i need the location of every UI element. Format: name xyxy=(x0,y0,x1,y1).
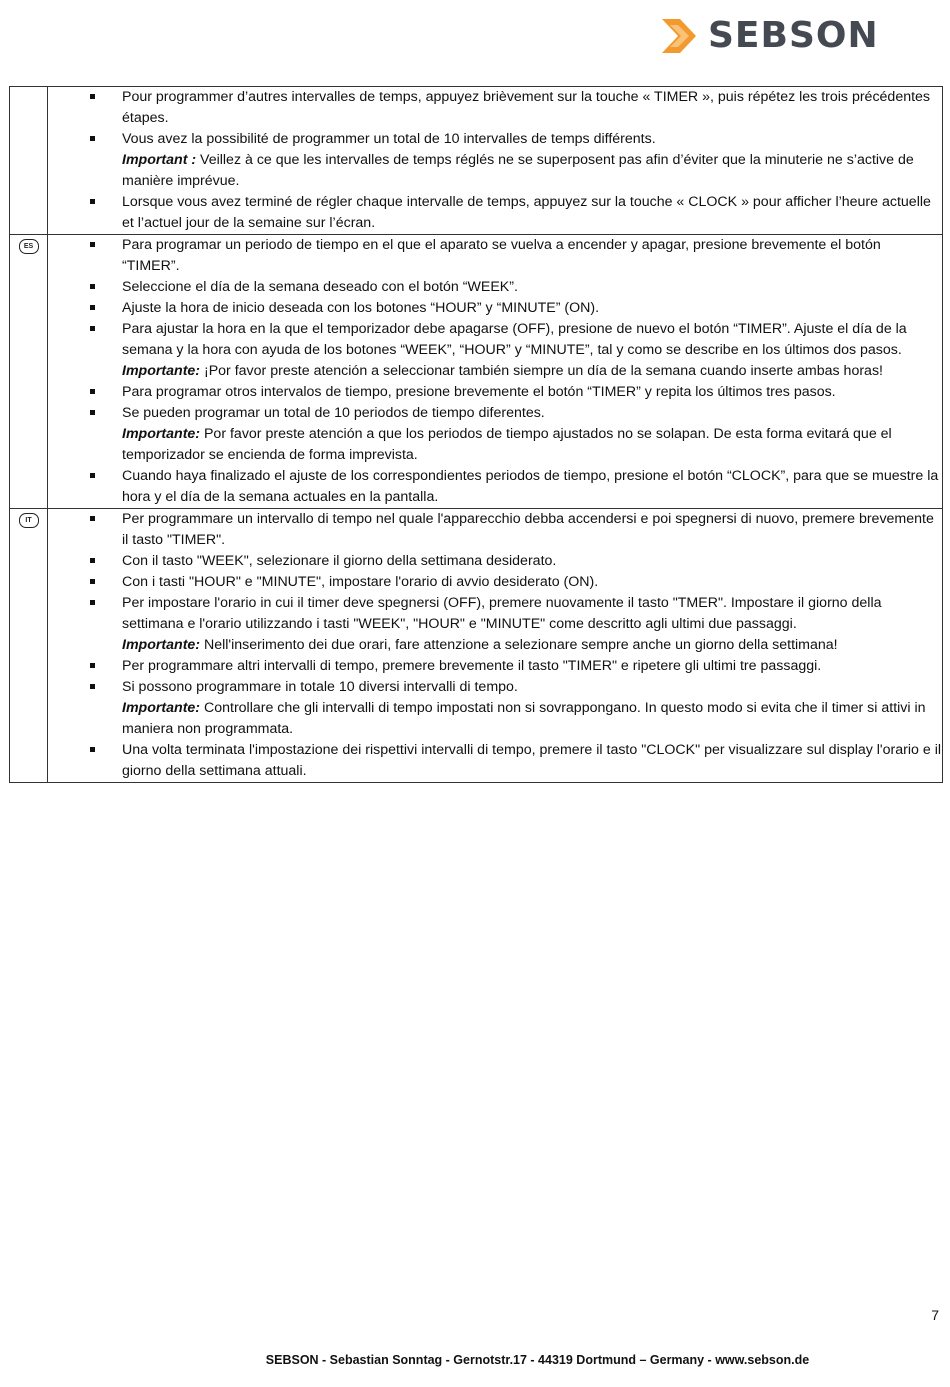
instruction-text: Cuando haya finalizado el ajuste de los correspondientes periodos de tiempo, presione el botón “CLOCK”, para que se muestre la hora y el día de la semana actuales en la pantalla. xyxy=(122,468,939,505)
instruction-text: Per impostare l'orario in cui il timer deve spegnersi (OFF), premere nuovamente il tasto "TMER". Impostare il giorno della settimana e l'orario utilizzando i tasti "WEEK", "HOUR" e "MINUTE" come descritto agli ultimi due passaggi. xyxy=(122,595,882,632)
instruction-text: Seleccione el día de la semana deseado con el botón “WEEK”. xyxy=(122,279,518,295)
instruction-text: Vous avez la possibilité de programmer un total de 10 intervalles de temps différents. xyxy=(122,131,656,147)
important-note xyxy=(48,150,942,192)
instruction-item xyxy=(48,403,942,424)
instruction-text: Para ajustar la hora en la que el temporizador debe apagarse (OFF), presione de nuevo el botón “TIMER”. Ajuste el día de la semana y la hora con ayuda de los botones “WEEK”, “HOUR” y “MINUTE”, tal y como se describe en los últimos dos pasos. xyxy=(122,321,907,358)
instruction-text: Ajuste la hora de inicio deseada con los botones “HOUR” y “MINUTE” (ON). xyxy=(122,300,600,316)
section-row xyxy=(10,509,943,783)
instruction-text: Per programmare altri intervalli di tempo, premere brevemente il tasto "TIMER" e ripetere gli ultimi tre passaggi. xyxy=(122,658,822,674)
important-label: Importante: xyxy=(122,637,201,653)
instruction-text: Se pueden programar un total de 10 periodos de tiempo diferentes. xyxy=(122,405,545,421)
sebson-chevron-icon xyxy=(660,17,702,55)
instructions-table xyxy=(9,86,943,783)
important-note xyxy=(48,424,942,466)
instruction-text: Para programar otros intervalos de tiempo, presione brevemente el botón “TIMER” y repita los últimos tres pasos. xyxy=(122,384,836,400)
instruction-item xyxy=(48,382,942,403)
important-note xyxy=(48,635,942,656)
instruction-item xyxy=(48,235,942,277)
instruction-item xyxy=(48,509,942,551)
important-note xyxy=(48,698,942,740)
instruction-item xyxy=(48,677,942,698)
logo-text: SEBSON xyxy=(708,15,879,56)
instruction-text: Pour programmer d’autres intervalles de temps, appuyez brièvement sur la touche « TIMER », puis répétez les trois précédentes étapes. xyxy=(122,89,931,126)
instruction-item xyxy=(48,129,942,150)
sebson-logo xyxy=(660,14,890,58)
instruction-item xyxy=(48,656,942,677)
instruction-text: Nell'inserimento dei due orari, fare attenzione a selezionare sempre anche un giorno della settimana! xyxy=(200,637,838,653)
instruction-item xyxy=(48,740,942,782)
instruction-text: Para programar un periodo de tiempo en el que el aparato se vuelva a encender y apagar, presione brevemente el botón “TIMER”. xyxy=(122,237,881,274)
instruction-item xyxy=(48,298,942,319)
instruction-item xyxy=(48,572,942,593)
section-row xyxy=(10,235,943,509)
instruction-item xyxy=(48,277,942,298)
instruction-text: Lorsque vous avez terminé de régler chaque intervalle de temps, appuyez sur la touche « CLOCK » pour afficher l’heure actuelle et l’actuel jour de la semaine sur l’écran. xyxy=(122,194,931,231)
language-cell xyxy=(10,509,48,783)
instruction-item xyxy=(48,319,942,361)
instruction-text: Con il tasto "WEEK", selezionare il giorno della settimana desiderato. xyxy=(122,553,557,569)
instruction-list xyxy=(48,235,942,508)
language-cell xyxy=(10,235,48,509)
language-badge: IT xyxy=(19,513,39,528)
instructions-cell xyxy=(48,235,943,509)
instruction-text: Controllare che gli intervalli di tempo impostati non si sovrappongano. In questo modo si evita che il timer si attivi in maniera non programmata. xyxy=(122,700,926,737)
instructions-cell xyxy=(48,509,943,783)
instruction-item xyxy=(48,593,942,635)
instruction-text: Si possono programmare in totale 10 diversi intervalli di tempo. xyxy=(122,679,518,695)
instruction-item xyxy=(48,192,942,234)
instruction-text: Veillez à ce que les intervalles de temps réglés ne se superposent pas afin d’éviter que la minuterie ne s’active de manière imprévue. xyxy=(122,152,914,189)
instruction-text: Con i tasti "HOUR" e "MINUTE", impostare l'orario di avvio desiderato (ON). xyxy=(122,574,599,590)
language-cell xyxy=(10,87,48,235)
important-label: Important : xyxy=(122,152,197,168)
instruction-list xyxy=(48,87,942,234)
instruction-item xyxy=(48,87,942,129)
language-badge: ES xyxy=(19,239,39,254)
section-row xyxy=(10,87,943,235)
important-label: Importante: xyxy=(122,426,201,442)
important-label: Importante: xyxy=(122,700,201,716)
important-note xyxy=(48,361,942,382)
instruction-text: Por favor preste atención a que los periodos de tiempo ajustados no se solapan. De esta forma evitará que el temporizador se encienda de forma imprevista. xyxy=(122,426,892,463)
instruction-text: Una volta terminata l'impostazione dei rispettivi intervalli di tempo, premere il tasto "CLOCK" per visualizzare sul display l'orario e il giorno della settimana attuali. xyxy=(122,742,941,779)
instruction-item xyxy=(48,466,942,508)
footer-address: SEBSON - Sebastian Sonntag - Gernotstr.17 - 44319 Dortmund – Germany - www.sebson.de xyxy=(265,1353,810,1367)
instruction-list xyxy=(48,509,942,782)
instruction-text: ¡Por favor preste atención a seleccionar también siempre un día de la semana cuando inserte ambas horas! xyxy=(200,363,883,379)
important-label: Importante: xyxy=(122,363,201,379)
instruction-text: Per programmare un intervallo di tempo nel quale l'apparecchio debba accendersi e poi spegnersi di nuovo, premere brevemente il tasto "TIMER". xyxy=(122,511,934,548)
instruction-item xyxy=(48,551,942,572)
page-number: 7 xyxy=(931,1307,939,1323)
instructions-cell xyxy=(48,87,943,235)
